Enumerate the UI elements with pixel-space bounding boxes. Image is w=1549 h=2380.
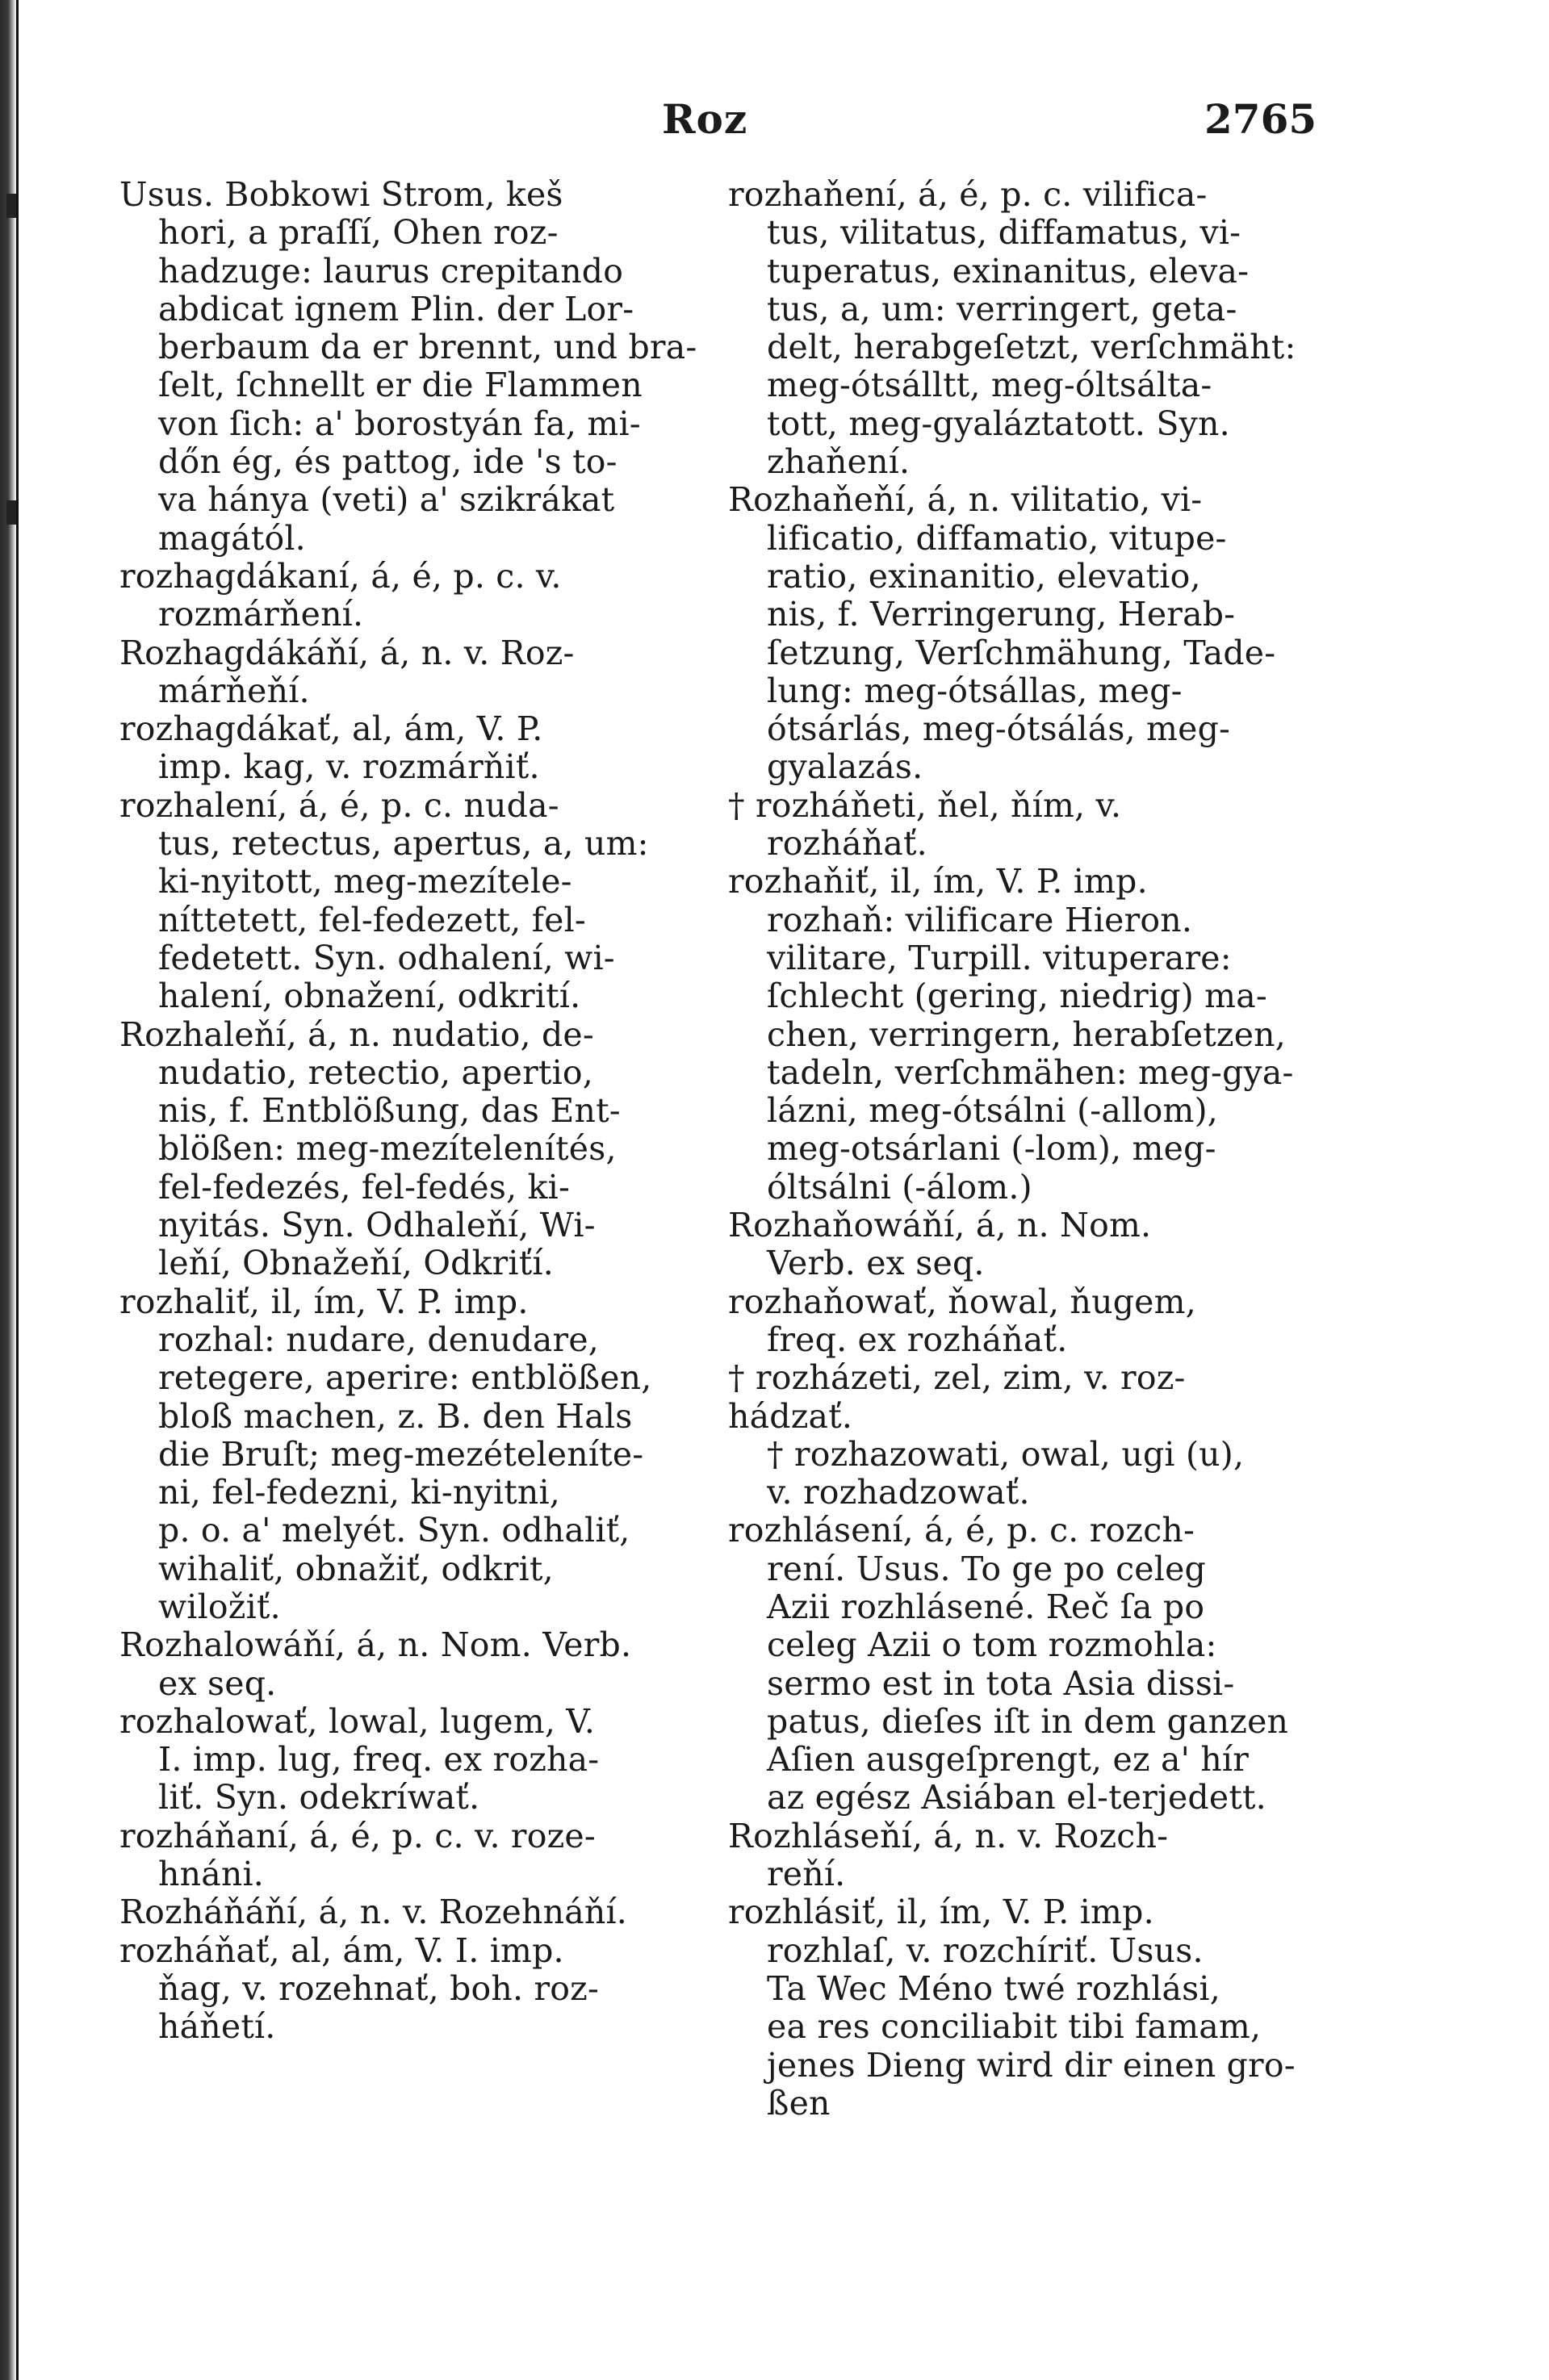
entry-line: freq. ex rozháňať. [767,1320,1068,1359]
entry-line: rozhal: nudare, denudare, [158,1320,600,1359]
entry-line: ea res conciliabit tibi famam, [767,2007,1262,2047]
entry-line: rozháňať, al, ám, V. I. imp. [119,1930,564,1970]
entry-line: ratio, exinanitio, elevatio, [767,556,1201,596]
entry-line: blößen: meg-mezítelenítés, [158,1129,617,1169]
page-edge-line [16,0,19,2380]
entry-line: meg-otsárlani (-lom), meg- [767,1129,1216,1169]
entry-line: die Bruſt; meg-mezételeníte- [158,1434,644,1474]
entry-line: † rozháňeti, ňel, ňím, v. [728,785,1122,825]
entry-line: lázni, meg-ótsálni (-allom), [767,1091,1218,1131]
entry-line: rozhaňowať, ňowal, ňugem, [728,1282,1196,1321]
entry-line: rozmárňení. [158,595,364,634]
entry-line: ňag, v. rozehnať, boh. roz- [158,1968,600,2008]
entry-line: lung: meg-ótsállas, meg- [767,671,1183,710]
entry-line: rozhaňení, á, é, p. c. vilifica- [728,175,1208,214]
entry-line: fedetett. Syn. odhalení, wi- [158,938,615,977]
entry-line: berbaum da er brennt, und bra- [158,328,697,367]
entry-line: lificatio, diffamatio, vitupe- [767,518,1227,558]
entry-line: nudatio, retectio, apertio, [158,1052,594,1092]
entry-line: patus, dieſes iſt in dem ganzen [767,1701,1289,1741]
entry-line: meg-ótsálltt, meg-óltsálta- [767,366,1212,405]
entry-line: sermo est in tota Asia dissi- [767,1663,1235,1703]
entry-line: hadzuge: laurus crepitando [158,251,624,291]
entry-line: Rozhláseňí, á, n. v. Rozch- [728,1816,1169,1855]
left-column [119,176,713,2047]
entry-line: Rozháňáňí, á, n. v. Rozehnáňí. [119,1893,628,1932]
entry-line: ſchlecht (gering, niedrig) ma- [767,977,1267,1016]
entry-line: Aſien ausgeſprengt, ez a' hír [767,1740,1250,1780]
running-header: Roz [662,95,748,143]
entry-line: retegere, aperire: entblößen, [158,1358,652,1398]
entry-line: ex seq. [158,1663,277,1703]
entry-line: jenes Dieng wird dir einen gro- [767,2045,1296,2085]
entry-line: rozhaň: vilificare Hieron. [767,900,1193,939]
entry-line: von ſich: a' borostyán fa, mi- [158,404,641,443]
entry-line: wiložiť. [158,1587,281,1626]
entry-line: ni, fel-fedezni, ki-nyitni, [158,1473,561,1512]
entry-line: rozhaliť, il, ím, V. P. imp. [119,1282,529,1321]
entry-line: tus, a, um: verringert, geta- [767,289,1237,328]
entry-line: liť. Syn. odekríwať. [158,1778,480,1817]
entry-line: Azii rozhlásené. Reč ſa po [767,1587,1205,1626]
entry-line: márňeňí. [158,671,310,710]
entry-line: hádzať. [728,1396,853,1436]
entry-line: rozhlásení, á, é, p. c. rozch- [728,1511,1195,1550]
entry-line: ótsárlás, meg-ótsálás, meg- [767,709,1231,749]
entry-line: Rozhaleňí, á, n. nudatio, de- [119,1014,594,1054]
entry-line: va hánya (veti) a' szikrákat [158,480,615,520]
entry-line: ki-nyitott, meg-mezítele- [158,862,572,901]
entry-line: Rozhaňowáňí, á, n. Nom. [728,1206,1152,1245]
entry-line: fel-fedezés, fel-fedés, ki- [158,1167,570,1207]
entry-line: hori, a praſſí, Ohen roz- [158,213,559,253]
entry-line: † rozhazowati, owal, ugi (u), [767,1434,1245,1474]
entry-line: nyitás. Syn. Odhaleňí, Wi- [158,1206,596,1245]
entry-line: Usus. Bobkowi Strom, keš [119,175,563,214]
entry-line: rozháňať. [767,824,927,864]
entry-line: nis, f. Verringerung, Herab- [767,595,1236,634]
entry-line: rozhagdákať, al, ám, V. P. [119,709,543,749]
entry-line: halení, obnažení, odkrití. [158,977,581,1016]
entry-line: rení. Usus. To ge po celeg [767,1549,1206,1588]
entry-line: I. imp. lug, freq. ex rozha- [158,1740,600,1780]
entry-line: tadeln, verſchmähen: meg-gya- [767,1052,1294,1092]
entry-line: níttetett, fel-fedezett, fel- [158,900,586,939]
entry-line: gyalazás. [767,747,923,787]
entry-line: tott, meg-gyaláztatott. Syn. [767,404,1230,443]
entry-line: v. rozhadzowať. [767,1473,1030,1512]
entry-line: hnáni. [158,1855,265,1894]
entry-line: rozháňaní, á, é, p. c. v. roze- [119,1816,596,1855]
entry-line: tuperatus, exinanitus, eleva- [767,251,1250,291]
entry-line: p. o. a' melyét. Syn. odhaliť, [158,1511,630,1550]
binding-mark [6,194,16,218]
entry-line: Ta Wec Méno twé rozhlási, [767,1968,1220,2008]
right-column [728,176,1321,2123]
entry-line: tus, retectus, apertus, a, um: [158,824,649,864]
entry-line: az egész Asiában el-terjedett. [767,1778,1266,1817]
scan-edge [0,0,16,2380]
entry-line: vilitare, Turpill. vituperare: [767,938,1232,977]
entry-line: leňí, Obnažeňí, Odkriťí. [158,1244,554,1283]
entry-line: wihaliť, obnažiť, odkrit, [158,1549,554,1588]
entry-line: óltsálni (-álom.) [767,1167,1032,1207]
entry-line: Rozhagdákáňí, á, n. v. Roz- [119,633,575,672]
entry-line: rozhlásiť, il, ím, V. P. imp. [728,1893,1154,1932]
entry-line: rozhalení, á, é, p. c. nuda- [119,785,559,825]
entry-line: tus, vilitatus, diffamatus, vi- [767,213,1241,253]
entry-line: rozhaňiť, il, ím, V. P. imp. [728,862,1148,901]
entry-line: chen, verringern, herabſetzen, [767,1014,1287,1054]
entry-line: ſetzung, Verſchmähung, Tade- [767,633,1276,672]
entry-line: ßen [767,2083,831,2123]
entry-line: reňí. [767,1855,846,1894]
entry-line: Verb. ex seq. [767,1244,985,1283]
entry-line: imp. kag, v. rozmárňiť. [158,747,540,787]
entry-line: ſelt, ſchnellt er die Flammen [158,366,643,405]
entry-line: dőn ég, és pattog, ide 's to- [158,442,618,482]
entry-line: celeg Azii o tom rozmohla: [767,1625,1217,1665]
entry-line: delt, herabgeſetzt, verſchmäht: [767,328,1296,367]
binding-mark [6,500,16,525]
entry-line: rozhagdákaní, á, é, p. c. v. [119,556,562,596]
entry-line: rozhlaſ, v. rozchíriť. Usus. [767,1930,1204,1970]
entry-line: abdicat ignem Plin. der Lor- [158,289,634,328]
entry-line: Rozhaňeňí, á, n. vilitatio, vi- [728,480,1203,520]
entry-line: magától. [158,518,306,558]
entry-line: nis, f. Entblößung, das Ent- [158,1091,621,1131]
entry-line: zhaňení. [767,442,911,482]
entry-line: † rozházeti, zel, zim, v. roz- [728,1358,1186,1398]
entry-line: rozhalowať, lowal, lugem, V. [119,1701,596,1741]
page-number: 2765 [1204,95,1317,143]
entry-line: háňetí. [158,2007,276,2047]
entry-line: Rozhalowáňí, á, n. Nom. Verb. [119,1625,632,1665]
entry-line: bloß machen, z. B. den Hals [158,1396,633,1436]
